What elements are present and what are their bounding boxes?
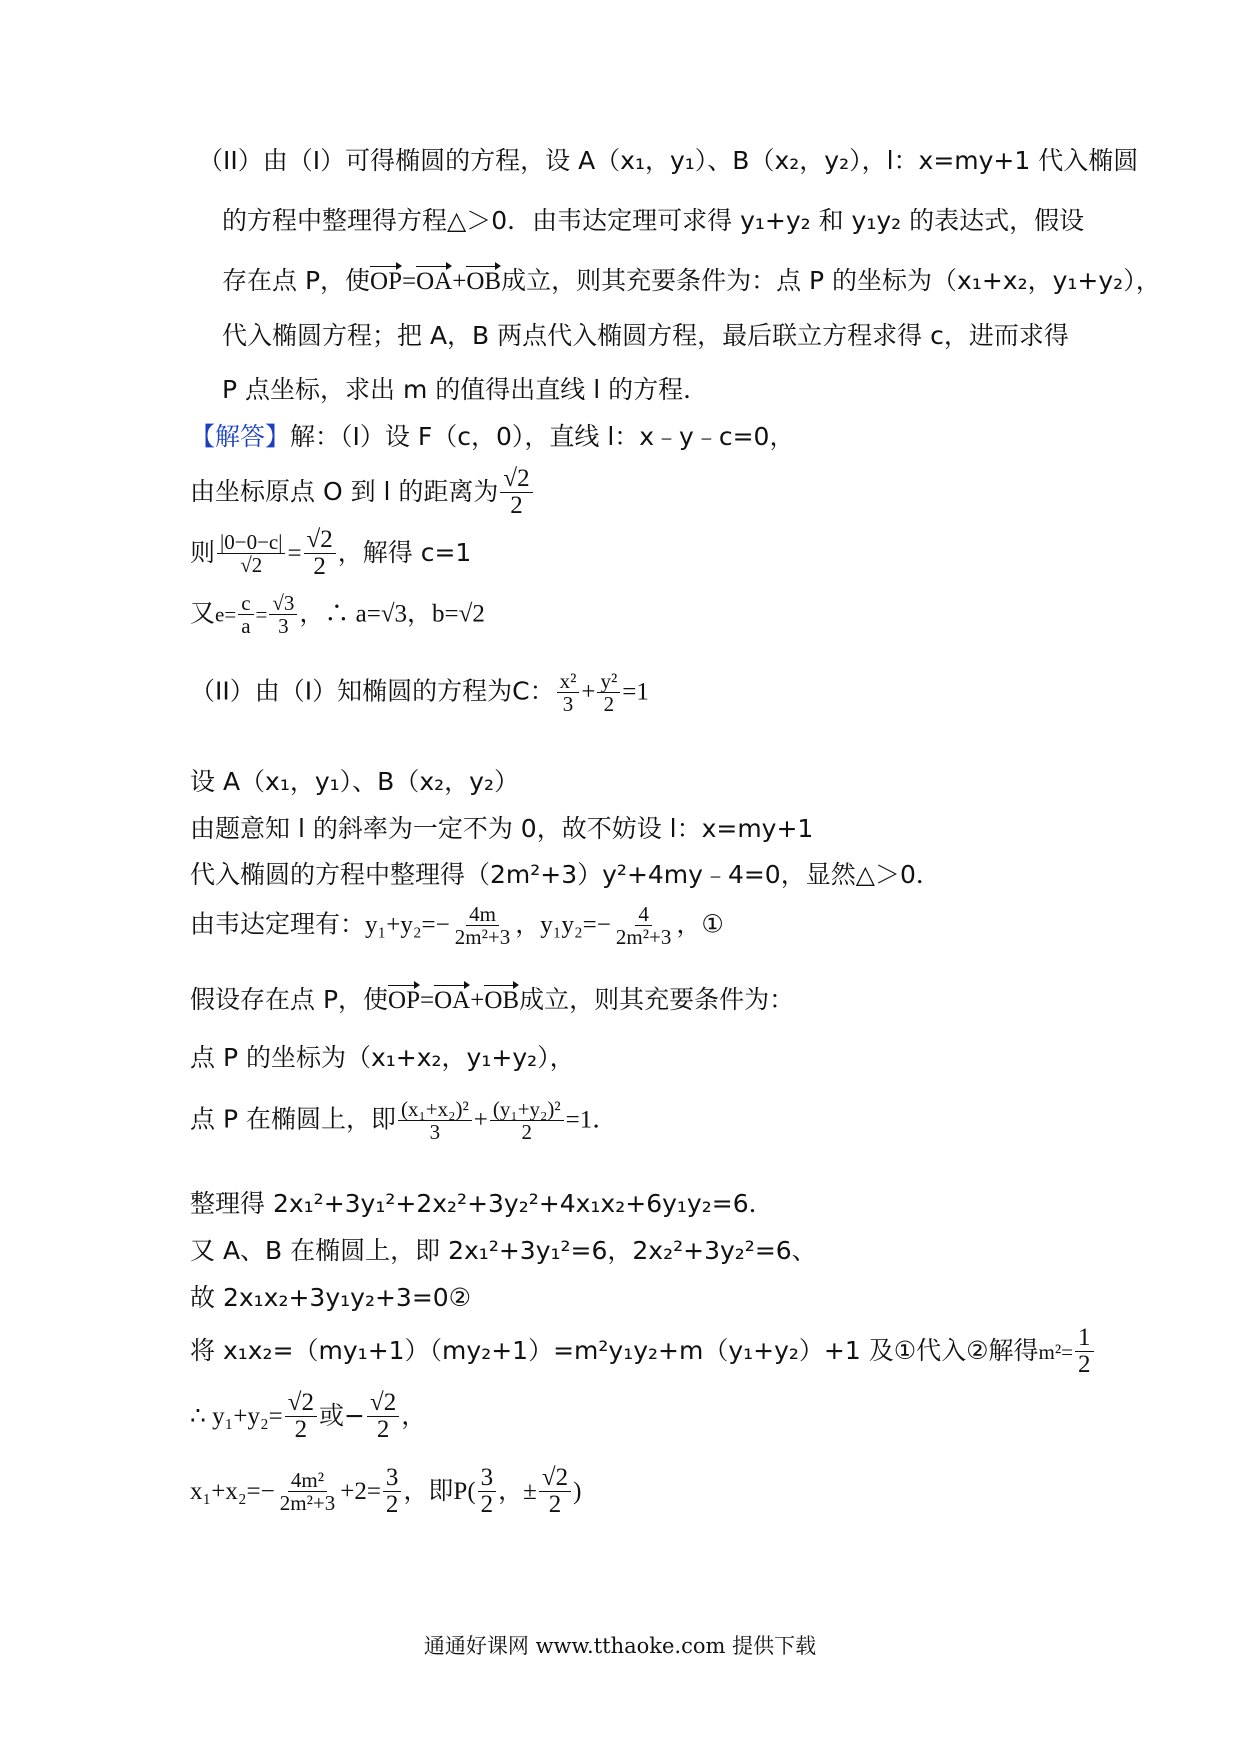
- fraction: $\frac{√2}{2}$: [304, 527, 336, 581]
- analysis-line-3: 存在点 P，使OP=OA+OB成立，则其充要条件为：点 P 的坐标为（x₁+x₂，y₁+y₂），: [222, 266, 1161, 295]
- text: 成立，则其充要条件为：点 P 的坐标为（x₁+x₂，y₁+y₂），: [501, 266, 1161, 295]
- solution-line-6: 设 A（x₁，y₁）、B（x₂，y₂）: [190, 767, 519, 796]
- solution-line-5: （II）由（I）知椭圆的方程为C： $\frac{\text{x²}}{3}$ + $\frac{\text{y²}}{2}$ =1: [190, 669, 649, 717]
- analysis-line-5: P 点坐标，求出 m 的值得出直线 l 的方程．: [222, 375, 709, 404]
- fraction: $\frac{4}{\text{2m²+3}}$: [615, 902, 672, 950]
- solution-line-15: 故 2x₁x₂+3y₁y₂+3=0②: [190, 1283, 472, 1312]
- solution-line-13: 整理得 2x₁²+3y₁²+2x₂²+3y₂²+4x₁x₂+6y₁y₂=6．: [190, 1189, 774, 1218]
- vector-ob: OB: [466, 268, 502, 295]
- vector-op: OP: [370, 268, 402, 295]
- solution-line-10: 假设存在点 P，使OP=OA+OB成立，则其充要条件为：: [190, 985, 795, 1014]
- solution-line-8: 代入椭圆的方程中整理得（2m²+3）y²+4my﹣4=0，显然△＞0．: [190, 860, 941, 889]
- solution-line-3: 则 $\frac{|0-0-c|}{√2}$ = $\frac{√2}{2}$ ，解得 c=1: [190, 526, 472, 581]
- page-footer: 通通好课网 www.tthaoke.com 提供下载: [423, 1634, 817, 1658]
- fraction: $\frac{√2}{2}$: [500, 466, 532, 520]
- fraction: $\frac{|0-0-c|}{√2}$: [217, 531, 285, 576]
- text: ，解得 c=1: [337, 537, 472, 567]
- fraction: $\frac{\text{(y₁+y₂)²}}{2}$: [490, 1098, 564, 1143]
- text: 存在点 P，使: [222, 266, 371, 295]
- analysis-line-2: 的方程中整理得方程△＞0．由韦达定理可求得 y₁+y₂ 和 y₁y₂ 的表达式，假设: [222, 206, 1085, 235]
- fraction: $\frac{\text{x²}}{3}$: [557, 670, 580, 715]
- fraction: $\frac{3}{2}$: [478, 1465, 497, 1519]
- solution-line-17: ∴ y₁+y₂= $\frac{√2}{2}$ 或− $\frac{√2}{2}$ ，: [190, 1389, 427, 1444]
- analysis-line-1: （II）由（I）可得椭圆的方程，设 A（x₁，y₁）、B（x₂，y₂），l：x=my+1 代入椭圆: [198, 146, 1139, 175]
- answer-tag: 【解答】: [190, 422, 291, 451]
- vector-ob: OB: [484, 987, 520, 1014]
- solution-line-9: 由韦达定理有：y₁+y₂=− $\frac{4m}{\text{2m²+3}}$ ，y₁y₂=− $\frac{4}{\text{2m²+3}}$ ，①: [190, 902, 724, 950]
- fraction: $\frac{4m}{\text{2m²+3}}$: [454, 902, 511, 950]
- fraction: $\frac{3}{2}$: [383, 1465, 402, 1519]
- solution-line-4: 又e= $\frac{c}{a}$ = $\frac{√3}{3}$ ，∴ a=√3，b=√2: [190, 591, 485, 639]
- text: 解：（I）设 F（c，0），直线 l：x﹣y﹣c=0，: [290, 422, 795, 451]
- solution-line-2: [190, 466, 535, 520]
- fraction: $\frac{\text{y²}}{2}$: [597, 670, 620, 715]
- fraction: $\frac{1}{2}$: [1075, 1325, 1094, 1379]
- solution-line-16: 将 x₁x₂=（my₁+1）（my₂+1）=m²y₁y₂+m（y₁+y₂）+1 及①代入②解得m²= $\frac{1}{2}$: [190, 1325, 1096, 1379]
- fraction: $\frac{c}{a}$: [238, 592, 253, 637]
- fraction: $\frac{√2}{2}$: [285, 1390, 317, 1444]
- text: 则: [190, 537, 216, 567]
- solution-line-1: [190, 422, 794, 452]
- fraction: $\frac{√3}{3}$: [269, 592, 297, 637]
- vector-oa: OA: [434, 987, 471, 1014]
- solution-line-18: x₁+x₂=− $\frac{\text{4m²}}{\text{2m²+3}}$ +2= $\frac{3}{2}$ ，即P( $\frac{3}{2}$ ，± $\frac{√2}{2}$ ): [190, 1464, 582, 1519]
- fraction: $\frac{\text{(x₁+x₂)²}}{3}$: [398, 1098, 472, 1143]
- solution-line-12: 点 P 在椭圆上，即 $\frac{\text{(x₁+x₂)²}}{3}$ + $\frac{\text{(y₁+y₂)²}}{2}$ =1．: [190, 1097, 618, 1145]
- text: 由坐标原点 O 到 l 的距离为: [190, 476, 499, 506]
- analysis-line-4: 代入椭圆方程；把 A，B 两点代入椭圆方程，最后联立方程求得 c，进而求得: [222, 321, 1069, 350]
- solution-line-14: 又 A、B 在椭圆上，即 2x₁²+3y₁²=6，2x₂²+3y₂²=6、: [190, 1236, 817, 1265]
- fraction: $\frac{\text{4m²}}{\text{2m²+3}}$: [279, 1468, 336, 1516]
- vector-op: OP: [388, 987, 420, 1014]
- fraction: $\frac{√2}{2}$: [367, 1390, 399, 1444]
- fraction: $\frac{√2}{2}$: [539, 1465, 571, 1519]
- solution-line-7: 由题意知 l 的斜率为一定不为 0，故不妨设 l：x=my+1: [190, 814, 814, 843]
- solution-line-11: 点 P 的坐标为（x₁+x₂，y₁+y₂），: [190, 1043, 575, 1072]
- vector-oa: OA: [416, 268, 453, 295]
